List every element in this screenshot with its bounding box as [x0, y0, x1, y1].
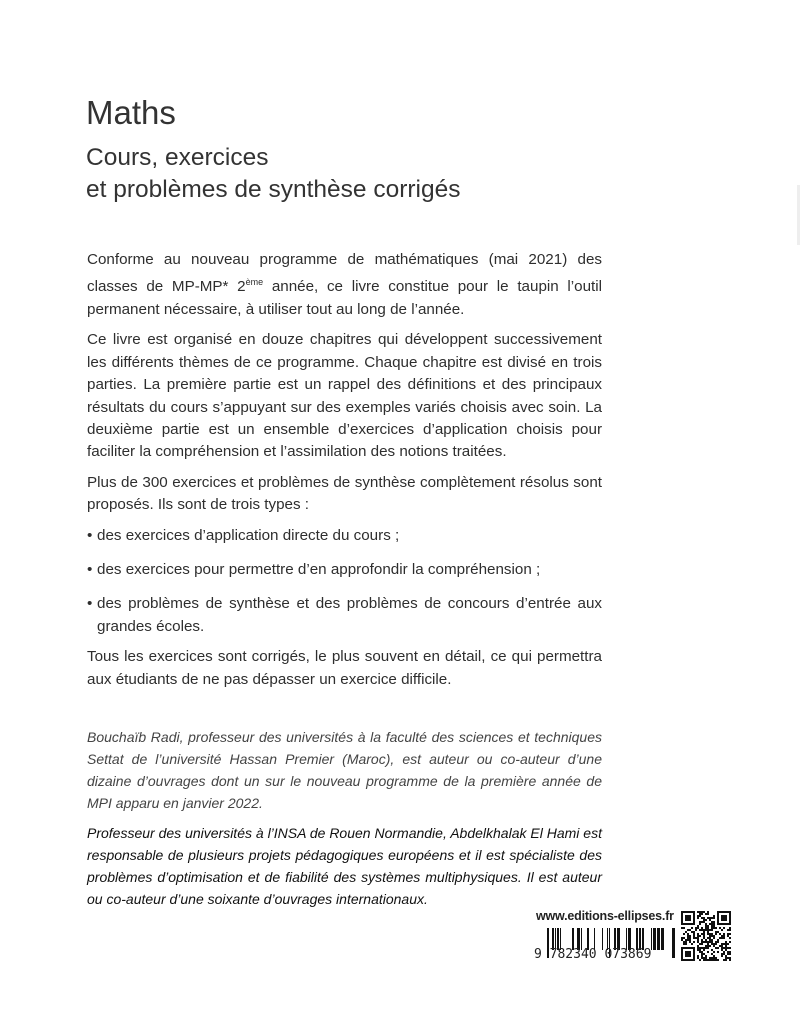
- qr-module: [729, 957, 731, 959]
- qr-module: [697, 955, 699, 957]
- qr-module: [703, 929, 705, 931]
- qr-module: [705, 925, 707, 927]
- qr-module: [701, 955, 703, 957]
- qr-module: [703, 947, 705, 949]
- qr-module: [697, 941, 699, 943]
- qr-module: [719, 933, 721, 935]
- qr-module: [685, 941, 687, 943]
- qr-module: [685, 951, 691, 957]
- qr-module: [705, 955, 707, 957]
- qr-module: [691, 927, 693, 929]
- qr-module: [705, 929, 707, 931]
- qr-module: [705, 945, 707, 947]
- qr-module: [713, 957, 715, 959]
- qr-module: [711, 941, 713, 943]
- qr-module: [719, 937, 721, 939]
- qr-module: [703, 937, 705, 939]
- qr-module: [701, 953, 703, 955]
- qr-module: [697, 947, 699, 949]
- bullet-icon: •: [87, 595, 93, 613]
- qr-module: [707, 931, 709, 933]
- qr-module: [707, 959, 709, 961]
- qr-module: [727, 933, 729, 935]
- qr-module: [717, 931, 719, 933]
- qr-module: [697, 939, 699, 941]
- qr-module: [711, 957, 713, 959]
- qr-module: [721, 937, 723, 939]
- qr-module: [691, 943, 693, 945]
- qr-module: [725, 947, 727, 949]
- qr-module: [703, 941, 705, 943]
- qr-module: [687, 937, 689, 939]
- qr-module: [697, 957, 699, 959]
- qr-module: [691, 931, 693, 933]
- qr-module: [699, 949, 701, 951]
- superscript: ème: [245, 277, 264, 288]
- subtitle-line: Cours, exercices: [86, 144, 269, 171]
- qr-module: [705, 939, 707, 941]
- qr-module: [721, 949, 723, 951]
- qr-module: [721, 935, 723, 937]
- qr-module: [697, 917, 699, 919]
- text: Conforme au nouveau programme de mathématiques (mai 2021) des classes de MP-MP* 2: [87, 251, 602, 296]
- qr-module: [703, 959, 705, 961]
- bullet-icon: •: [87, 560, 93, 578]
- qr-module: [711, 959, 713, 961]
- qr-module: [685, 943, 687, 945]
- qr-module: [707, 917, 709, 919]
- qr-module: [723, 947, 725, 949]
- qr-module: [687, 939, 689, 941]
- qr-module: [701, 917, 703, 919]
- qr-module: [713, 925, 715, 927]
- qr-module: [707, 933, 709, 935]
- qr-module: [727, 943, 729, 945]
- qr-module: [705, 947, 707, 949]
- qr-module: [701, 921, 703, 923]
- paragraph: Plus de 300 exercices et problèmes de synthèse complètement résolus sont proposés. Ils sont de trois types :: [87, 473, 602, 514]
- qr-module: [717, 959, 719, 961]
- qr-module: [707, 925, 709, 927]
- qr-module: [687, 929, 689, 931]
- qr-module: [705, 959, 707, 961]
- qr-module: [713, 923, 715, 925]
- qr-module: [713, 951, 715, 953]
- qr-module: [703, 957, 705, 959]
- qr-module: [721, 915, 727, 921]
- qr-module: [729, 953, 731, 955]
- qr-module: [729, 927, 731, 929]
- qr-module: [687, 935, 689, 937]
- qr-module: [727, 947, 729, 949]
- qr-module: [707, 945, 709, 947]
- qr-module: [727, 929, 729, 931]
- qr-module: [689, 937, 691, 939]
- qr-module: [713, 935, 715, 937]
- qr-module: [717, 941, 719, 943]
- qr-module: [711, 921, 713, 923]
- qr-module: [705, 919, 707, 921]
- qr-module: [685, 915, 691, 921]
- qr-module: [723, 943, 725, 945]
- qr-module: [709, 957, 711, 959]
- barcode-bar: [672, 928, 675, 958]
- qr-module: [693, 935, 695, 937]
- qr-module: [723, 935, 725, 937]
- qr-module: [709, 923, 711, 925]
- qr-module: [721, 955, 723, 957]
- qr-module: [689, 941, 691, 943]
- qr-module: [711, 923, 713, 925]
- qr-module: [721, 947, 723, 949]
- qr-module: [693, 931, 695, 933]
- qr-module: [707, 947, 709, 949]
- list-item-text: des problèmes de synthèse et des problèmes de concours d’entrée aux grandes écoles.: [97, 595, 602, 635]
- qr-module: [727, 957, 729, 959]
- qr-module: [713, 921, 715, 923]
- list-item-text: des exercices pour permettre d’en approfondir la compréhension ;: [97, 560, 541, 578]
- qr-module: [697, 945, 699, 947]
- qr-module: [695, 937, 697, 939]
- qr-module: [723, 959, 725, 961]
- qr-module: [703, 953, 705, 955]
- qr-module: [685, 939, 687, 941]
- qr-module: [707, 913, 709, 915]
- qr-code: [681, 911, 731, 961]
- qr-module: [697, 933, 699, 935]
- publisher-url: www.editions-ellipses.fr: [536, 909, 674, 923]
- qr-module: [703, 933, 705, 935]
- qr-module: [709, 941, 711, 943]
- qr-module: [729, 937, 731, 939]
- qr-module: [703, 921, 705, 923]
- qr-module: [725, 957, 727, 959]
- qr-module: [699, 915, 701, 917]
- qr-module: [693, 937, 695, 939]
- qr-module: [725, 959, 727, 961]
- qr-module: [709, 945, 711, 947]
- qr-module: [703, 917, 705, 919]
- book-subtitle: [86, 142, 461, 206]
- qr-module: [703, 919, 705, 921]
- qr-module: [693, 941, 695, 943]
- barcode-bar: [657, 928, 660, 950]
- paragraph: Tous les exercices sont corrigés, le plus souvent en détail, ce qui permettra aux étudiants de ne pas dépasser un exercice difficile.: [87, 648, 602, 688]
- qr-module: [683, 937, 685, 939]
- qr-module: [687, 933, 689, 935]
- qr-module: [709, 919, 711, 921]
- list-item: [87, 525, 602, 547]
- qr-module: [713, 943, 715, 945]
- qr-module: [683, 927, 685, 929]
- qr-module: [705, 941, 707, 943]
- qr-module: [729, 933, 731, 935]
- qr-module: [703, 911, 705, 913]
- qr-module: [707, 937, 709, 939]
- qr-module: [699, 959, 701, 961]
- qr-module: [729, 941, 731, 943]
- qr-module: [689, 939, 691, 941]
- qr-module: [715, 931, 717, 933]
- qr-module: [707, 911, 709, 913]
- qr-module: [709, 937, 711, 939]
- qr-module: [721, 929, 723, 931]
- qr-module: [711, 949, 713, 951]
- qr-module: [705, 913, 707, 915]
- qr-module: [725, 941, 727, 943]
- qr-module: [707, 951, 709, 953]
- qr-module: [727, 953, 729, 955]
- qr-module: [699, 951, 701, 953]
- qr-module: [681, 939, 683, 941]
- qr-module: [727, 951, 729, 953]
- qr-module: [709, 959, 711, 961]
- qr-module: [725, 949, 727, 951]
- qr-module: [695, 927, 697, 929]
- qr-module: [701, 939, 703, 941]
- qr-module: [713, 959, 715, 961]
- qr-module: [721, 943, 723, 945]
- qr-module: [721, 953, 723, 955]
- qr-module: [715, 947, 717, 949]
- qr-module: [713, 937, 715, 939]
- qr-module: [723, 927, 725, 929]
- qr-module: [701, 913, 703, 915]
- qr-module: [697, 937, 699, 939]
- qr-module: [715, 941, 717, 943]
- qr-module: [697, 927, 699, 929]
- qr-module: [701, 941, 703, 943]
- qr-module: [683, 941, 685, 943]
- author-bio: Professeur des universités à l’INSA de Rouen Normandie, Abdelkhalak El Hami est responsable de plusieurs projets pédagogiques européens et il est spécialiste des problèmes d’optimisation et de fiabilité des systèmes multiphysiques. Il est auteur ou co-auteur d’une soixante d’ouvrages internationaux.: [87, 825, 602, 907]
- qr-module: [711, 927, 713, 929]
- qr-module: [701, 943, 703, 945]
- qr-module: [717, 939, 719, 941]
- qr-module: [701, 927, 703, 929]
- qr-module: [701, 957, 703, 959]
- bullet-icon: •: [87, 526, 93, 544]
- qr-module: [729, 959, 731, 961]
- qr-module: [697, 915, 699, 917]
- qr-module: [701, 933, 703, 935]
- qr-module: [713, 917, 715, 919]
- book-title: Maths: [86, 94, 176, 131]
- qr-module: [697, 935, 699, 937]
- barcode-bar: [661, 928, 664, 950]
- qr-module: [701, 929, 703, 931]
- qr-module: [709, 935, 711, 937]
- qr-module: [723, 933, 725, 935]
- subtitle-line: et problèmes de synthèse corrigés: [86, 176, 461, 203]
- qr-module: [705, 927, 707, 929]
- qr-module: [725, 943, 727, 945]
- qr-module: [711, 925, 713, 927]
- qr-module: [681, 927, 683, 929]
- qr-module: [683, 943, 685, 945]
- qr-module: [699, 935, 701, 937]
- qr-module: [715, 957, 717, 959]
- qr-module: [699, 943, 701, 945]
- qr-module: [711, 933, 713, 935]
- qr-module: [699, 911, 701, 913]
- qr-module: [697, 949, 699, 951]
- qr-module: [707, 929, 709, 931]
- list-item: [87, 559, 602, 581]
- qr-module: [715, 943, 717, 945]
- qr-module: [699, 913, 701, 915]
- qr-module: [723, 951, 725, 953]
- qr-module: [703, 931, 705, 933]
- qr-module: [683, 933, 685, 935]
- qr-module: [727, 935, 729, 937]
- qr-module: [713, 955, 715, 957]
- qr-module: [725, 945, 727, 947]
- qr-module: [709, 929, 711, 931]
- qr-module: [703, 935, 705, 937]
- list-item: [87, 593, 602, 638]
- qr-module: [715, 933, 717, 935]
- qr-module: [707, 941, 709, 943]
- qr-module: [697, 925, 699, 927]
- qr-module: [719, 927, 721, 929]
- qr-module: [717, 951, 719, 953]
- qr-module: [705, 957, 707, 959]
- qr-module: [693, 933, 695, 935]
- list-item-text: des exercices d’application directe du cours ;: [97, 526, 400, 544]
- qr-module: [717, 947, 719, 949]
- qr-module: [729, 947, 731, 949]
- qr-module: [699, 921, 701, 923]
- qr-module: [711, 939, 713, 941]
- qr-module: [699, 947, 701, 949]
- author-bios: [87, 726, 602, 918]
- qr-module: [709, 933, 711, 935]
- qr-module: [689, 929, 691, 931]
- qr-module: [723, 953, 725, 955]
- qr-module: [713, 915, 715, 917]
- qr-module: [705, 923, 707, 925]
- qr-module: [699, 929, 701, 931]
- qr-module: [701, 911, 703, 913]
- qr-module: [729, 951, 731, 953]
- qr-module: [711, 953, 713, 955]
- qr-module: [697, 911, 699, 913]
- paragraph: Ce livre est organisé en douze chapitres qui développent successivement les différents thèmes de ce programme. Chaque chapitre est divisé en trois parties. La première partie est un rappel des définitions et des principaux résultats du cours s’appuyant sur des exemples variés choisis avec soin. La deuxième partie est un ensemble d’exercices d’application choisis pour faciliter la compréhension et l’assimilation des notions traitées.: [87, 331, 602, 461]
- qr-module: [713, 945, 715, 947]
- paragraph: [87, 249, 602, 321]
- author-bio: Bouchaïb Radi, professeur des universités à la faculté des sciences et techniques Settat de l’université Hassan Premier (Maroc), est auteur ou co-auteur d’une dizaine d’ouvrages dont un sur le nouveau programme de la première année de MPI apparu en janvier 2022.: [87, 729, 602, 811]
- qr-module: [701, 947, 703, 949]
- qr-module: [715, 959, 717, 961]
- qr-module: [723, 937, 725, 939]
- qr-module: [721, 945, 723, 947]
- qr-module: [729, 929, 731, 931]
- qr-module: [707, 943, 709, 945]
- qr-module: [699, 923, 701, 925]
- qr-module: [703, 949, 705, 951]
- qr-module: [711, 943, 713, 945]
- qr-module: [725, 955, 727, 957]
- qr-module: [685, 931, 687, 933]
- qr-module: [695, 929, 697, 931]
- description: [87, 249, 602, 699]
- qr-module: [681, 937, 683, 939]
- qr-module: [711, 929, 713, 931]
- qr-module: [707, 927, 709, 929]
- qr-module: [709, 939, 711, 941]
- barcode-bar: [653, 928, 656, 950]
- isbn-number: 9 782340 073869: [534, 947, 652, 962]
- qr-module: [711, 917, 713, 919]
- qr-module: [711, 935, 713, 937]
- qr-module: [701, 951, 703, 953]
- text: année, ce livre constitue pour le taupin l’outil permanent nécessaire, à utiliser tout au long de l’année.: [87, 278, 603, 318]
- qr-module: [709, 917, 711, 919]
- qr-module: [719, 945, 721, 947]
- qr-module: [715, 927, 717, 929]
- qr-module: [713, 927, 715, 929]
- qr-module: [689, 935, 691, 937]
